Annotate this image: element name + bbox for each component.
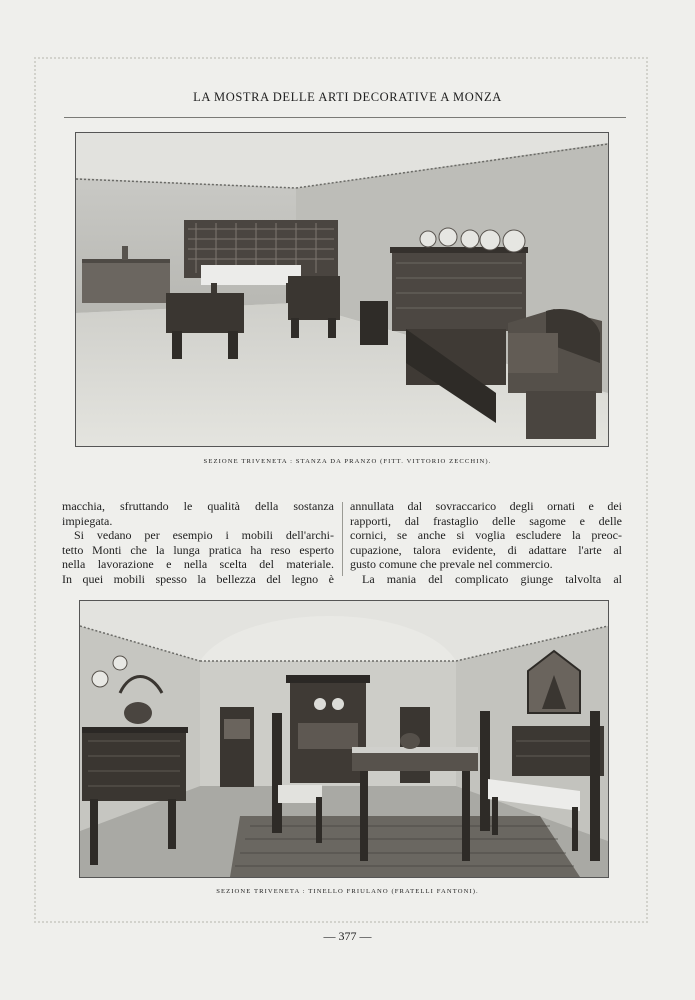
text-line: La mania del complicato giunge talvolta al bbox=[362, 571, 622, 586]
header-rule bbox=[64, 117, 626, 118]
figure-caption: SEZIONE TRIVENETA : STANZA DA PRANZO (FITT. VITTORIO ZECCHIN). bbox=[203, 458, 492, 465]
figure-caption: SEZIONE TRIVENETA : TINELLO FRIULANO (FRATELLI FANTONI). bbox=[216, 888, 479, 895]
photo-friulian-room bbox=[79, 600, 609, 878]
text-line: nella lavorazione e nella scelta del materiale. bbox=[62, 557, 334, 572]
text-line: annullata dal sovraccarico degli ornati e dei bbox=[350, 499, 622, 513]
photo-dining-room bbox=[75, 132, 609, 447]
text-column-right bbox=[350, 499, 622, 587]
column-divider bbox=[342, 502, 343, 576]
text-column-left bbox=[62, 499, 334, 587]
running-header: LA MOSTRA DELLE ARTI DECORATIVE A MONZA bbox=[193, 90, 502, 104]
page-number: — 377 — bbox=[323, 929, 372, 943]
text-line: cupazione, talora evidente, di adattare l'arte al bbox=[350, 542, 622, 557]
text-line: In quei mobili spesso la bellezza del legno è bbox=[62, 571, 334, 586]
text-line: Si vedano per esempio i mobili dell'archi- bbox=[74, 528, 334, 543]
text-line: rapporti, dal frastaglio delle sagome e delle bbox=[350, 513, 622, 528]
text-line: cornici, se anche si voglia escludere la preoc- bbox=[350, 528, 622, 543]
text-line: tetto Monti che la lunga pratica ha reso esperto bbox=[62, 542, 334, 557]
text-line: macchia, sfruttando le qualità della sostanza bbox=[62, 499, 334, 513]
text-line: impiegata. bbox=[62, 513, 113, 528]
text-line: gusto comune che prevale nel commercio. bbox=[350, 557, 553, 572]
